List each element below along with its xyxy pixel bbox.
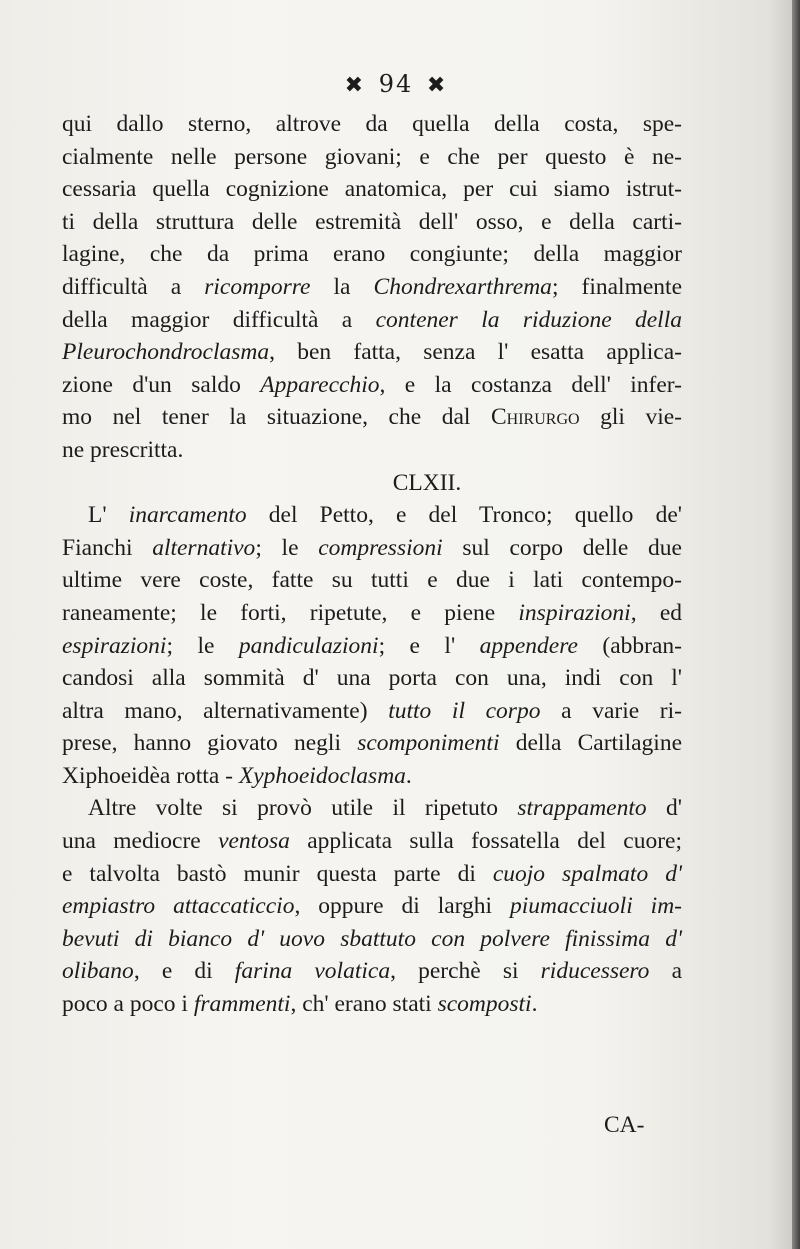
text-line: Altre volte si provò utile il ripetuto strappamento d' [88,795,682,822]
text-line: poco a poco i frammenti, ch' erano stati scomposti. [62,991,538,1018]
text-line: olibano, e di farina volatica, perchè si riducessero a [62,958,682,985]
ornament-left-icon: ✖ [344,73,366,98]
catchword: CA- [604,1112,645,1138]
text-line: prese, hanno giovato negli scomponimenti della Cartilagine [62,730,682,757]
text-line: empiastro attaccaticcio, oppure di larghi piumacciuoli im- [62,893,682,920]
text-line: ti della struttura delle estremità dell' osso, e della carti- [62,208,682,235]
text-line: ne prescritta. [62,436,184,463]
text-line: candosi alla sommità d' una porta con una, indi con l' [62,665,682,692]
text-line: lagine, che da prima erano congiunte; della maggior [62,241,682,268]
text-line: bevuti di bianco d' uovo sbattuto con polvere finissima d' [62,925,682,952]
text-line: Fianchi alternativo; le compressioni sul corpo delle due [62,534,682,561]
text-line: altra mano, alternativamente) tutto il corpo a varie ri- [62,697,682,724]
text-line: mo nel tener la situazione, che dal Chirurgo gli vie- [62,404,683,431]
page-header [0,70,792,98]
section-heading: CLXII. [392,469,462,496]
text-line: espirazioni; le pandiculazioni; e l' appendere (abbran- [62,632,682,659]
text-line: zione d'un saldo Apparecchio, e la costanza dell' infer- [62,371,682,398]
page-edge-shadow [792,0,800,1249]
text-line: una mediocre ventosa applicata sulla fossatella del cuore; [62,828,682,855]
text-line: cessaria quella cognizione anatomica, per cui siamo istrut- [62,176,682,203]
text-line: Xiphoeidèa rotta - Xyphoeidoclasma. [62,762,412,789]
text-line: raneamente; le forti, ripetute, e piene inspirazioni, ed [62,599,682,626]
text-line: ultime vere coste, fatte su tutti e due i lati contempo- [62,567,682,594]
text-line: difficultà a ricomporre la Chondrexarthrema; finalmente [62,273,683,300]
text-line: della maggior difficultà a contener la riduzione della [62,306,682,333]
text-line: cialmente nelle persone giovani; e che per questo è ne- [62,143,682,170]
page-number: 94 [378,70,414,98]
text-line: qui dallo sterno, altrove da quella della costa, spe- [62,111,682,137]
page-body [62,108,682,1021]
text-line: e talvolta bastò munir questa parte di cuojo spalmato d' [62,860,682,887]
text-line: Pleurochondroclasma, ben fatta, senza l' esatta applica- [62,339,682,366]
text-line: L' inarcamento del Petto, e del Tronco; quello de' [88,502,682,529]
ornament-right-icon: ✖ [426,73,448,98]
